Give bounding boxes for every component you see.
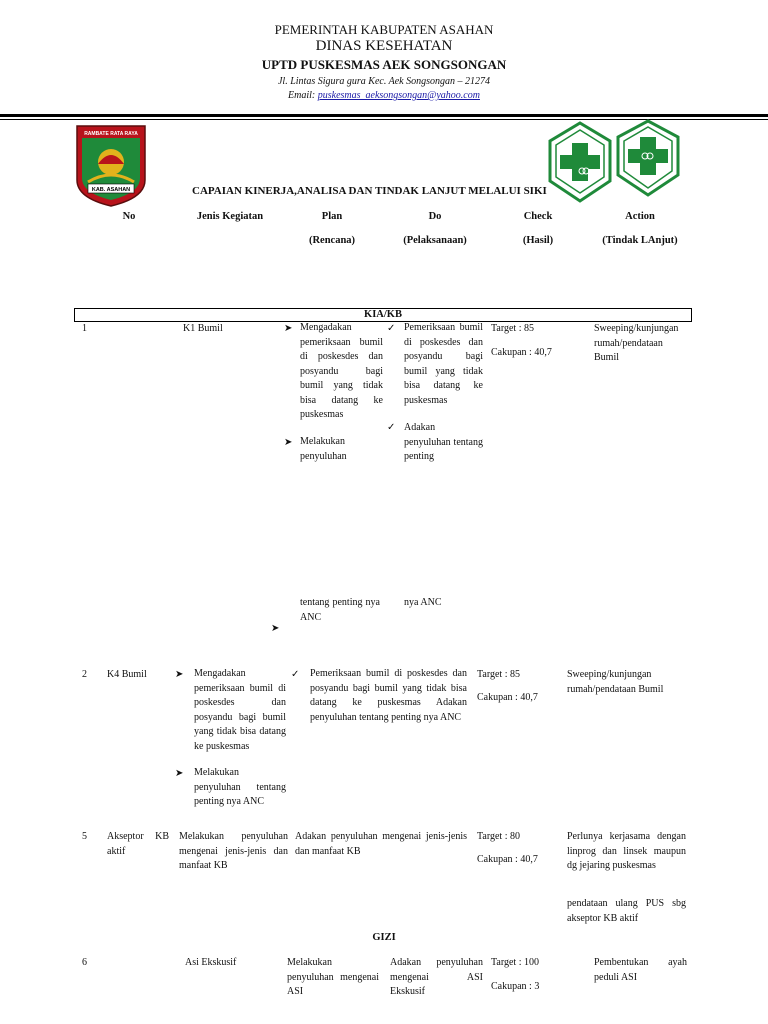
row5-cakupan: Cakupan : 40,7 <box>477 854 538 865</box>
row1-do-2: Adakan penyuluhan tentang penting <box>404 422 483 462</box>
row1-target: Target : 85 <box>491 323 534 334</box>
logo-banner-text: RAMBATE RATA RAYA <box>84 131 138 137</box>
puskesmas-logo-1 <box>546 121 614 205</box>
row1-plan-1: Mengadakan pemeriksaan bumil di poskesdes dan posyandu bagi bumil yang tidak bisa datang ke puskesmas <box>300 322 383 420</box>
arrow-bullet: ➤ <box>271 623 280 634</box>
row5-action-2: pendataan ulang PUS sbg akseptor KB aktif <box>567 898 686 924</box>
row2-plan-2: Melakukan penyuluhan tentang penting nya ANC <box>194 767 286 807</box>
col-check-sub: (Hasil) <box>522 235 554 246</box>
col-jenis-kegiatan: Jenis Kegiatan <box>196 211 264 222</box>
check-bullet: ✓ <box>387 323 396 334</box>
check-bullet: ✓ <box>387 422 396 433</box>
header-address: Jl. Lintas Sigura gura Kec. Aek Songsongan – 21274 <box>277 76 491 87</box>
col-do: Do <box>428 211 442 222</box>
row5-no: 5 <box>82 831 87 842</box>
row1-cakupan: Cakupan : 40,7 <box>491 347 552 358</box>
row6-no: 6 <box>82 957 87 968</box>
row6-action: Pembentukan ayah peduli ASI <box>594 957 687 983</box>
document-title: CAPAIAN KINERJA,ANALISA DAN TINDAK LANJUT MELALUI SIKI <box>192 185 547 197</box>
col-action: Action <box>625 211 655 222</box>
puskesmas-logo-2 <box>614 119 682 197</box>
row1-plan-2: Melakukan penyuluhan <box>300 436 347 462</box>
email-label: Email: <box>288 90 318 101</box>
row2-action: Sweeping/kunjungan rumah/pendataan Bumil <box>567 669 664 695</box>
row5-action-1: Perlunya kerjasama dengan linprog dan linsek maupun dg jejaring puskesmas <box>567 831 686 871</box>
header-rule-thick <box>0 114 768 117</box>
header-line-2: DINAS KESEHATAN <box>315 38 453 54</box>
col-do-sub: (Pelaksanaan) <box>403 235 467 246</box>
row5-jenis: Akseptor KB aktif <box>107 831 169 857</box>
row1-do-cont: nya ANC <box>404 597 442 608</box>
row2-do: Pemeriksaan bumil di poskesdes dan posyandu bagi bumil yang tidak bisa datang ke puskesmas Adakan penyuluhan tentang penting nya ANC <box>310 668 467 723</box>
row2-target: Target : 85 <box>477 669 520 680</box>
row1-do-1: Pemeriksaan bumil di poskesdes dan posyandu bagi bumil yang tidak bisa datang ke puskesmas <box>404 322 483 406</box>
section-gizi: GIZI <box>372 932 396 943</box>
row2-jenis: K4 Bumil <box>107 669 147 680</box>
section-kia-kb-label: KIA/KB <box>364 309 402 320</box>
row1-no: 1 <box>82 323 87 334</box>
header-line-3: UPTD PUSKESMAS AEK SONGSONGAN <box>261 57 507 72</box>
row6-plan: Melakukan penyuluhan mengenai ASI <box>287 957 379 997</box>
section-kia-kb <box>74 308 692 322</box>
row2-no: 2 <box>82 669 87 680</box>
arrow-bullet: ➤ <box>175 768 184 779</box>
row6-jenis: Asi Ekskusif <box>185 957 237 968</box>
row6-cakupan: Cakupan : 3 <box>491 981 540 992</box>
header-line-1: PEMERINTAH KABUPATEN ASAHAN <box>274 22 494 37</box>
row2-plan-1: Mengadakan pemeriksaan bumil di poskesdes dan posyandu bagi bumil yang tidak bisa datang ke puskesmas <box>194 668 286 752</box>
row1-action: Sweeping/kunjungan rumah/pendataan Bumil <box>594 323 679 363</box>
col-no: No <box>122 211 136 222</box>
row1-plan-cont: tentang penting nya ANC <box>300 597 380 623</box>
row5-target: Target : 80 <box>477 831 520 842</box>
col-plan: Plan <box>321 211 343 222</box>
col-plan-sub: (Rencana) <box>308 235 356 246</box>
kabupaten-asahan-logo <box>74 124 148 208</box>
row5-do: Adakan penyuluhan mengenai jenis-jenis dan manfaat KB <box>295 831 467 857</box>
check-bullet: ✓ <box>291 669 300 680</box>
row2-cakupan: Cakupan : 40,7 <box>477 692 538 703</box>
arrow-bullet: ➤ <box>175 669 184 680</box>
arrow-bullet: ➤ <box>284 437 293 448</box>
arrow-bullet: ➤ <box>284 323 293 334</box>
row6-do: Adakan penyuluhan mengenai ASI Ekskusif <box>390 957 483 997</box>
email-link[interactable]: puskesmas_aeksongsongan@yahoo.com <box>317 90 480 101</box>
row5-plan: Melakukan penyuluhan mengenai jenis-jenis dan manfaat KB <box>179 831 288 871</box>
row6-target: Target : 100 <box>491 957 539 968</box>
logo-caption-text: KAB. ASAHAN <box>91 187 131 193</box>
header-email-line <box>0 89 768 103</box>
col-check: Check <box>523 211 553 222</box>
row1-jenis: K1 Bumil <box>183 323 223 334</box>
col-action-sub: (Tindak LAnjut) <box>602 235 678 246</box>
